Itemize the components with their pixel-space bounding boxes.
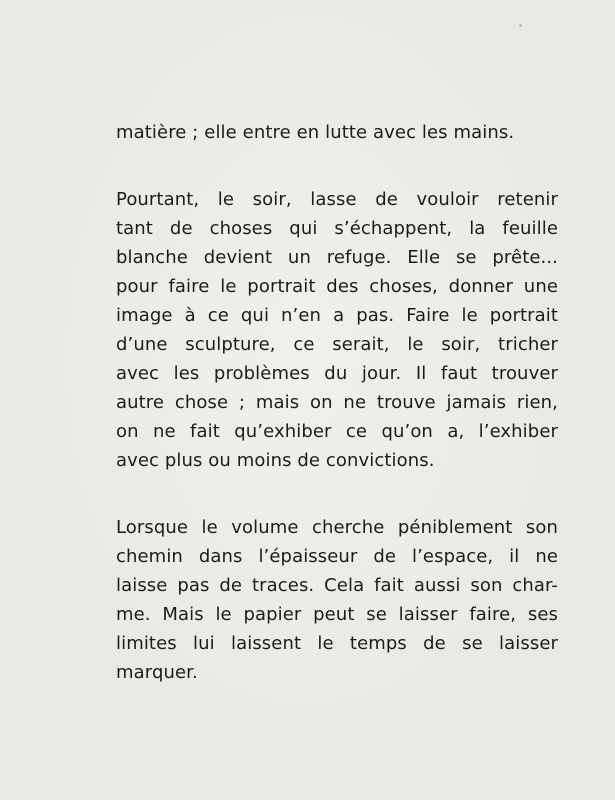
text-line: on ne fait qu’exhiber ce qu’on a, l’exhiber [116, 421, 558, 442]
paragraph-3 [116, 513, 558, 687]
text-line: autre chose ; mais on ne trouve jamais rien, [116, 392, 558, 413]
text-line: limites lui laissent le temps de se laisser [116, 633, 558, 654]
text-line: chemin dans l’épaisseur de l’espace, il ne [116, 546, 558, 567]
text-line: tant de choses qui s’échappent, la feuille [116, 218, 558, 239]
text-line: matière ; elle entre en lutte avec les mains. [116, 122, 515, 143]
text-line: Pourtant, le soir, lasse de vouloir retenir [116, 189, 558, 210]
text-line: me. Mais le papier peut se laisser faire, ses [116, 604, 558, 625]
text-line: image à ce qui n’en a pas. Faire le portrait [116, 305, 558, 326]
paragraph-2 [116, 185, 558, 475]
paragraph-1 [116, 118, 558, 147]
text-line: avec plus ou moins de convictions. [116, 450, 435, 471]
text-line: avec les problèmes du jour. Il faut trouver [116, 363, 558, 384]
text-line: pour faire le portrait des choses, donner une [116, 276, 558, 297]
text-line: Lorsque le volume cherche péniblement son [116, 517, 558, 538]
text-line: laisse pas de traces. Cela fait aussi son char- [116, 575, 558, 596]
text-line: d’une sculpture, ce serait, le soir, tricher [116, 334, 558, 355]
text-line: marquer. [116, 662, 198, 683]
text-line: blanche devient un refuge. Elle se prête... [116, 247, 558, 268]
paper-speck [519, 24, 522, 27]
